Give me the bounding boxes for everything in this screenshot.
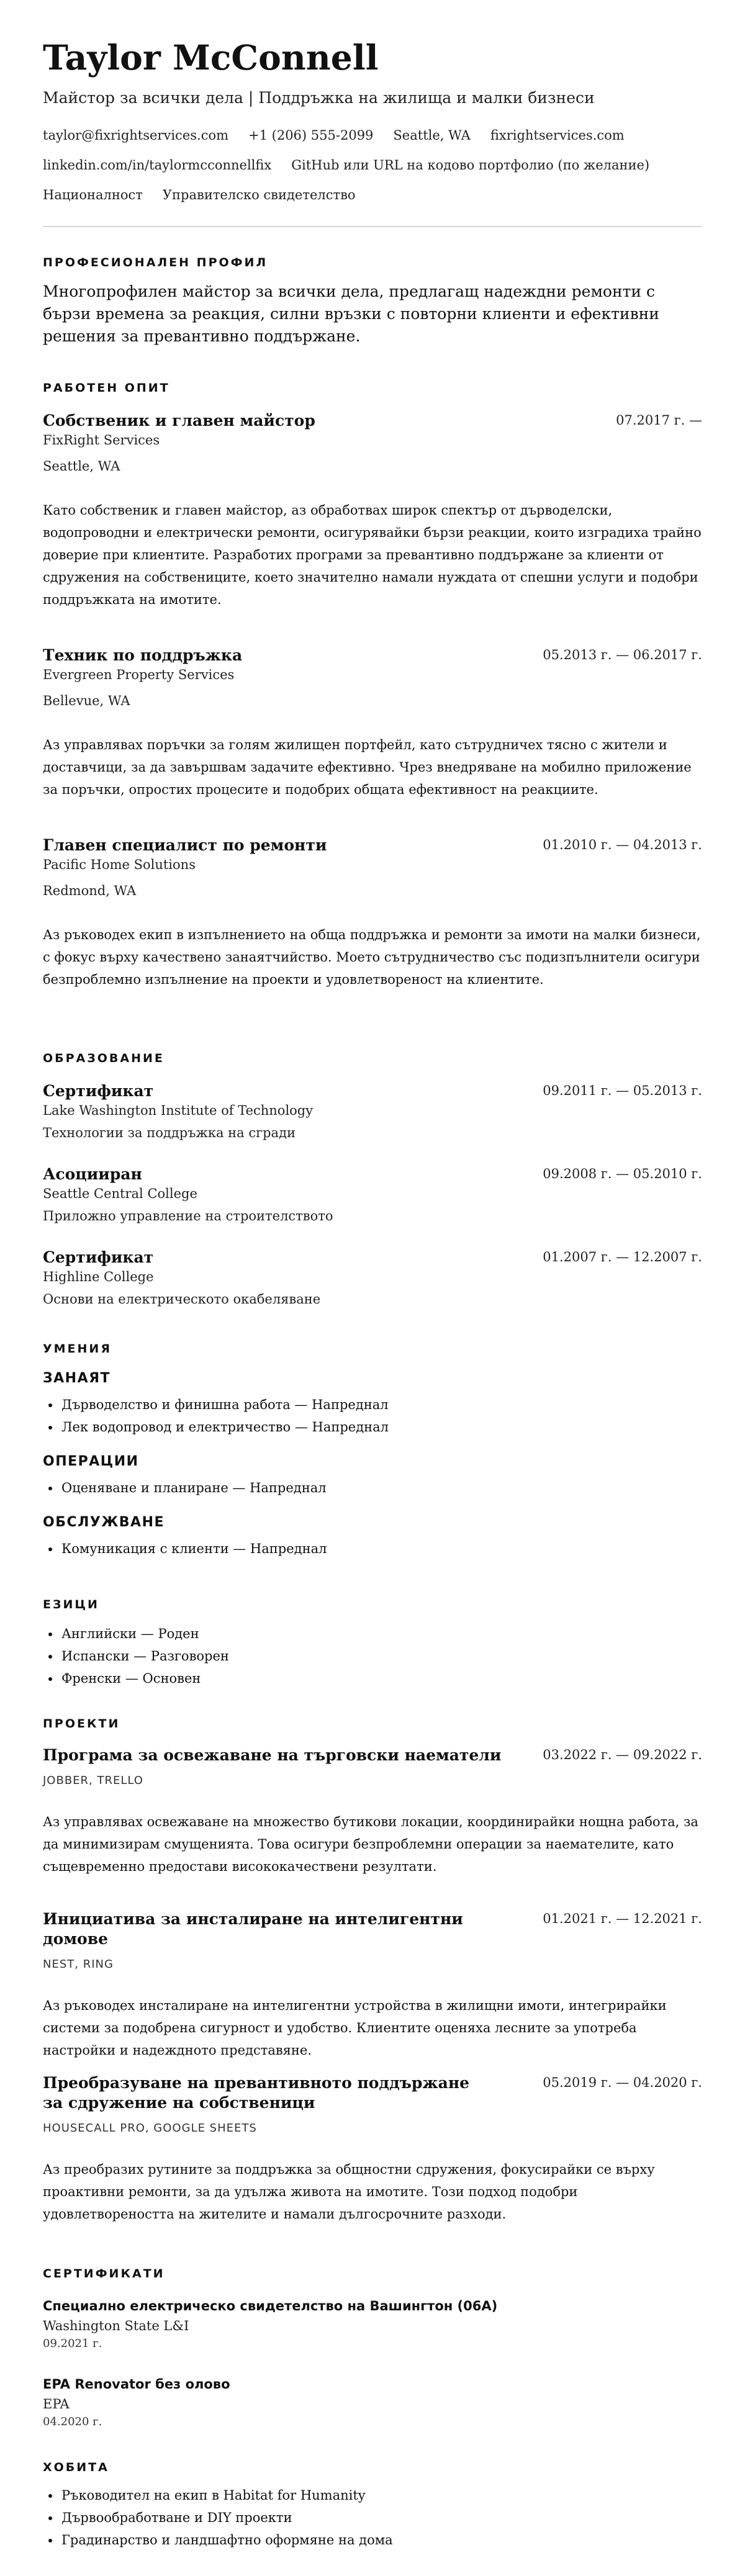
- contact-row: [43, 127, 702, 144]
- project-dates: 05.2019 г. — 04.2020 г.: [543, 2075, 702, 2090]
- profile-summary: Многопрофилен майстор за всички дела, предлагащ надеждни ремонти с бързи времена за реакция, силни връзки с повторни клиенти и ефективни решения за превантивно поддържане.: [43, 282, 659, 345]
- experience-heading: РАБОТЕН ОПИТ: [43, 381, 170, 395]
- certification-issuer: Washington State L&I: [43, 2318, 189, 2333]
- education-entry: [43, 1248, 702, 1308]
- school-name: Highline College: [43, 1269, 154, 1284]
- header-divider: [43, 226, 702, 227]
- languages-section: [43, 1598, 702, 1690]
- certification-entry: [43, 2375, 702, 2431]
- experience-entry: [43, 646, 702, 801]
- project-tech: NEST, RING: [43, 1958, 114, 1971]
- project-entry: [43, 1745, 702, 1878]
- project-entry: [43, 2073, 702, 2225]
- job-description: Аз управлявах поръчки за голям жилищен портфейл, като сътрудничех тясно с жители и доставчици, за да завършвам задачите ефективно. Чрез внедряване на мобилно приложение за поръчки, опростих процесите и подобрих общата ефективност на реакциите.: [43, 737, 692, 797]
- project-name: Преобразуване на превантивното поддържане за сдружение на собственици: [43, 2074, 470, 2112]
- job-company: Evergreen Property Services: [43, 667, 235, 682]
- education-section: [43, 1052, 702, 1065]
- language-item: • Френски — Основен: [60, 1667, 702, 1690]
- experience-entry: [43, 835, 702, 991]
- certification-entry: [43, 2297, 702, 2353]
- languages-heading: ЕЗИЦИ: [43, 1598, 99, 1611]
- skill-list: [43, 1394, 702, 1438]
- job-company: Pacific Home Solutions: [43, 857, 196, 872]
- skill-group: [43, 1454, 702, 1499]
- education-dates: 09.2011 г. — 05.2013 г.: [543, 1083, 702, 1098]
- degree-title: Сертификат: [43, 1248, 154, 1266]
- hobby-item: • Ръководител на екип в Habitat for Humanity: [60, 2484, 702, 2506]
- skill-group-title: ОПЕРАЦИИ: [43, 1454, 139, 1469]
- hobby-list: [43, 2484, 702, 2551]
- skill-group-title: ОБСЛУЖВАНЕ: [43, 1515, 165, 1530]
- certifications-heading: СЕРТИФИКАТИ: [43, 2267, 165, 2281]
- candidate-tagline: Майстор за всички дела | Поддръжка на жилища и малки бизнеси: [43, 89, 595, 107]
- contact-email[interactable]: taylor@fixrightservices.com: [43, 128, 229, 143]
- language-list: [43, 1623, 702, 1690]
- skill-item: • Оценяване и планиране — Напреднал: [60, 1477, 702, 1499]
- certification-name: EPA Renovator без олово: [43, 2377, 230, 2392]
- job-company: FixRight Services: [43, 433, 160, 448]
- skills-heading: УМЕНИЯ: [43, 1342, 112, 1356]
- skill-list: [43, 1477, 702, 1499]
- project-description: Аз ръководех инсталиране на интелигентни устройства в жилищни имоти, интегрирайки системи за подобрена сигурност и удобство. Клиентите оценяха лесните за употреба настройки и надеждното представяне.: [43, 1998, 667, 2058]
- experience-entry: [43, 411, 702, 611]
- skill-item: • Дърводелство и финишна работа — Напреднал: [60, 1394, 702, 1416]
- hobbies-section: [43, 2461, 702, 2551]
- contact-portfolio[interactable]: GitHub или URL на кодово портфолио (по желание): [291, 158, 650, 173]
- job-dates: 01.2010 г. — 04.2013 г.: [543, 837, 702, 852]
- contact-nationality: Националност: [43, 187, 143, 202]
- project-description: Аз преобразих рутините за поддръжка за общностни сдружения, фокусирайки се върху проактивни ремонти, за да удължа живота на имотите. Този подход подобри удовлетвореността на жителите и намали дългосрочните разходи.: [43, 2162, 655, 2222]
- project-tech: JOBBER, TRELLO: [43, 1774, 143, 1787]
- contact-row: [43, 186, 702, 204]
- job-dates: 07.2017 г. —: [616, 413, 702, 428]
- project-dates: 03.2022 г. — 09.2022 г.: [543, 1747, 702, 1762]
- skill-item: • Комуникация с клиенти — Напреднал: [60, 1538, 702, 1560]
- language-item: • Испански — Разговорен: [60, 1645, 702, 1667]
- contact-website[interactable]: fixrightservices.com: [490, 128, 625, 143]
- profile-section: [43, 256, 702, 348]
- skill-list: [43, 1538, 702, 1560]
- contact-license: Управителско свидетелство: [162, 187, 356, 202]
- field-of-study: Основи на електрическото окабеляване: [43, 1292, 321, 1307]
- project-name: Инициатива за инсталиране на интелигентни домове: [43, 1910, 463, 1948]
- job-title: Главен специалист по ремонти: [43, 836, 327, 854]
- field-of-study: Приложно управление на строителството: [43, 1209, 333, 1223]
- degree-title: Сертификат: [43, 1082, 154, 1100]
- job-location: Redmond, WA: [43, 883, 137, 898]
- school-name: Seattle Central College: [43, 1186, 197, 1201]
- certification-date: 04.2020 г.: [43, 2415, 102, 2428]
- job-location: Seattle, WA: [43, 459, 120, 474]
- candidate-name: Taylor McConnell: [43, 37, 379, 78]
- project-dates: 01.2021 г. — 12.2021 г.: [543, 1911, 702, 1926]
- job-dates: 05.2013 г. — 06.2017 г.: [543, 647, 702, 662]
- skills-section: [43, 1342, 702, 1356]
- job-description: Като собственик и главен майстор, аз обработвах широк спектър от дърводелски, водопроводни и електрически ремонти, осигурявайки бързи реакции, които изградиха трайно доверие при клиентите. Разработих програми за превантивно поддържане за клиенти от сдружения на собствениците, което значително намали нуждата от спешни услуги и подобри поддръжката на имотите.: [43, 503, 702, 607]
- job-title: Собственик и главен майстор: [43, 412, 315, 430]
- project-name: Програма за освежаване на търговски наематели: [43, 1746, 502, 1764]
- skill-item: • Лек водопровод и електричество — Напреднал: [60, 1416, 702, 1438]
- hobby-item: • Дървообработване и DIY проекти: [60, 2506, 702, 2529]
- education-dates: 09.2008 г. — 05.2010 г.: [543, 1166, 702, 1181]
- job-location: Bellevue, WA: [43, 693, 130, 708]
- project-entry: [43, 1909, 702, 2061]
- projects-section: [43, 1717, 702, 1731]
- school-name: Lake Washington Institute of Technology: [43, 1103, 314, 1118]
- contact-location: Seattle, WA: [393, 128, 471, 143]
- contact-linkedin[interactable]: linkedin.com/in/taylormcconnellfix: [43, 158, 272, 173]
- education-entry: [43, 1081, 702, 1142]
- skill-group: [43, 1515, 702, 1560]
- education-entry: [43, 1164, 702, 1225]
- education-heading: ОБРАЗОВАНИЕ: [43, 1052, 165, 1065]
- certification-issuer: EPA: [43, 2397, 70, 2412]
- contact-phone[interactable]: +1 (206) 555-2099: [248, 128, 374, 143]
- skill-group: [43, 1371, 702, 1438]
- hobby-item: • Градинарство и ландшафтно оформяне на дома: [60, 2529, 702, 2551]
- hobbies-heading: ХОБИТА: [43, 2461, 109, 2474]
- projects-heading: ПРОЕКТИ: [43, 1717, 120, 1731]
- certification-name: Специално електрическо свидетелство на Вашингтон (06А): [43, 2299, 498, 2313]
- certifications-section: [43, 2267, 702, 2281]
- education-dates: 01.2007 г. — 12.2007 г.: [543, 1250, 702, 1264]
- degree-title: Асоцииран: [43, 1165, 142, 1183]
- profile-heading: ПРОФЕСИОНАЛЕН ПРОФИЛ: [43, 256, 268, 269]
- job-title: Техник по поддръжка: [43, 646, 243, 664]
- project-description: Аз управлявах освежаване на множество бутикови локации, координирайки нощна работа, за да минимизирам смущенията. Това осигури безпроблемни операции за наемателите, като същевременно предостави висококачествени резултати.: [43, 1814, 698, 1874]
- job-description: Аз ръководех екип в изпълнението на обща поддръжка и ремонти за имоти на малки бизнеси, с фокус върху качествено занаятчийство. Моето сътрудничество със подизпълнители осигури безпроблемно изпълнение на проекти и удовлетвореност на клиентите.: [43, 927, 701, 987]
- experience-section: [43, 381, 702, 395]
- certification-date: 09.2021 г.: [43, 2337, 102, 2350]
- field-of-study: Технологии за поддръжка на сгради: [43, 1125, 296, 1140]
- resume-header: [43, 36, 702, 204]
- contact-row: [43, 156, 702, 174]
- project-tech: HOUSECALL PRO, GOOGLE SHEETS: [43, 2122, 257, 2135]
- skill-group-title: ЗАНАЯТ: [43, 1371, 111, 1386]
- language-item: • Английски — Роден: [60, 1623, 702, 1645]
